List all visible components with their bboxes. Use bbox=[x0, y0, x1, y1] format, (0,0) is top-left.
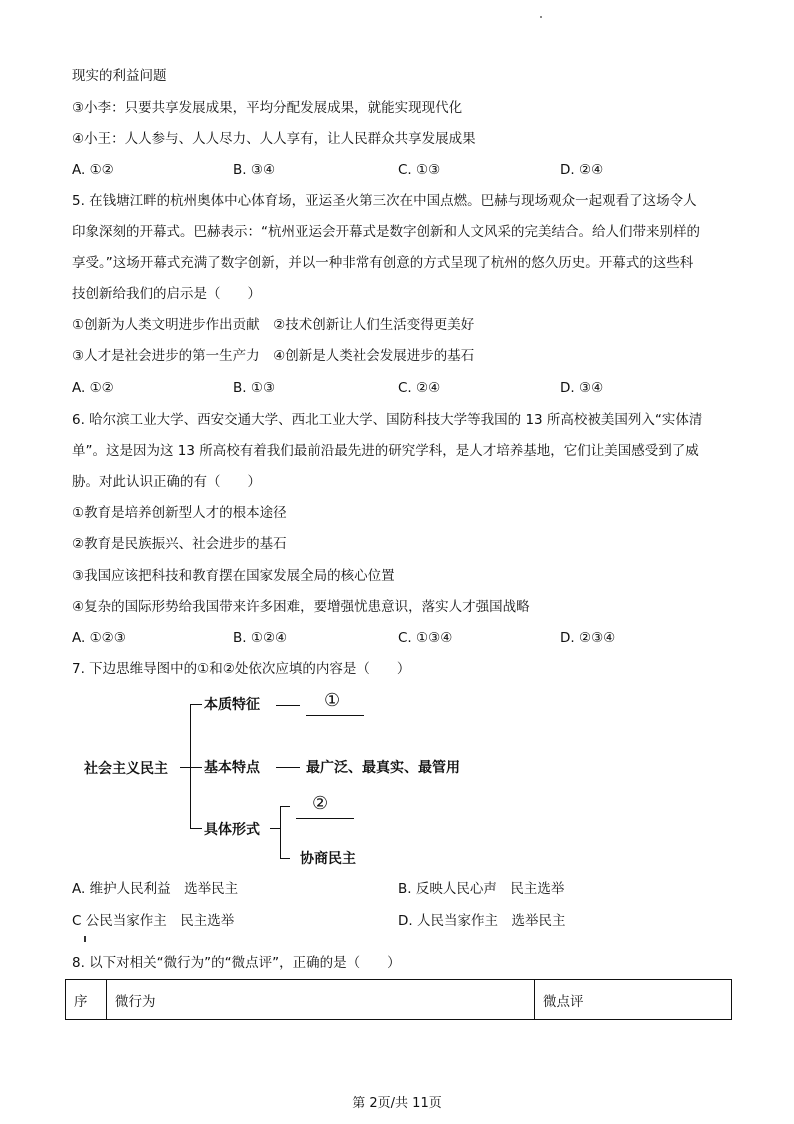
q6-statement-3: ③我国应该把科技和教育摆在国家发展全局的核心位置 bbox=[72, 568, 395, 584]
q6-option-b[interactable]: B. ①②④ bbox=[233, 630, 288, 646]
q6-statement-1: ①教育是培养创新型人才的根本途径 bbox=[72, 505, 287, 521]
mindmap-blank2-line[interactable] bbox=[296, 818, 354, 819]
q6-option-d[interactable]: D. ②③④ bbox=[560, 630, 616, 646]
mindmap-branch1-dash bbox=[276, 705, 300, 706]
table-header-row bbox=[66, 980, 732, 1020]
q5-statements-1: ①创新为人类文明进步作出贡献 ②技术创新让人们生活变得更美好 bbox=[72, 317, 475, 333]
q6-statement-2: ②教育是民族振兴、社会进步的基石 bbox=[72, 536, 287, 552]
q5-option-c[interactable]: C. ②④ bbox=[398, 380, 441, 396]
q5-option-a[interactable]: A. ①② bbox=[72, 380, 114, 396]
mindmap-branch1: 本质特征 bbox=[204, 697, 260, 713]
table-header-index: 序 bbox=[66, 980, 107, 1020]
mindmap-blank2-label: ② bbox=[312, 793, 329, 814]
mindmap-branch2: 基本特点 bbox=[204, 760, 260, 776]
mindmap-root: 社会主义民主 bbox=[84, 761, 168, 777]
q4-option-c[interactable]: C. ①③ bbox=[398, 162, 441, 178]
q5-stem-2: 印象深刻的开幕式。巴赫表示：“杭州亚运会开幕式是数字创新和人文风采的完美结合。给人们带来别样的 bbox=[72, 224, 700, 240]
mindmap-branch3: 具体形式 bbox=[204, 822, 260, 838]
mindmap-branch2-dash bbox=[276, 767, 300, 768]
q5-option-b[interactable]: B. ①③ bbox=[233, 380, 276, 396]
q6-option-c[interactable]: C. ①③④ bbox=[398, 630, 453, 646]
q4-statement-4: ④小王：人人参与、人人尽力、人人享有，让人民群众共享发展成果 bbox=[72, 131, 476, 147]
q5-stem-1: 5. 在钱塘江畔的杭州奥体中心体育场，亚运圣火第三次在中国点燃。巴赫与现场观众一起观看了这场令人 bbox=[72, 193, 697, 209]
q7-stem: 7. 下边思维导图中的①和②处依次应填的内容是（ ） bbox=[72, 661, 411, 677]
mindmap-root-connector bbox=[180, 767, 190, 768]
q5-statements-2: ③人才是社会进步的第一生产力 ④创新是人类社会发展进步的基石 bbox=[72, 348, 475, 364]
q4-option-d[interactable]: D. ②④ bbox=[560, 162, 604, 178]
mindmap-branch1-connector bbox=[190, 704, 202, 705]
table-header-behavior: 微行为 bbox=[107, 980, 535, 1020]
q7-option-a[interactable]: A. 维护人民利益 选举民主 bbox=[72, 881, 239, 897]
mindmap-fork-top bbox=[280, 806, 290, 807]
q7-option-b[interactable]: B. 反映人民心声 民主选举 bbox=[398, 881, 565, 897]
q6-statement-4: ④复杂的国际形势给我国带来许多困难，要增强忧患意识，落实人才强国战略 bbox=[72, 599, 530, 615]
q8-stem: 8. 以下对相关“微行为”的“微点评”，正确的是（ ） bbox=[72, 955, 401, 971]
q5-option-d[interactable]: D. ③④ bbox=[560, 380, 604, 396]
mindmap-branch3-connector2 bbox=[270, 828, 280, 829]
q4-option-a[interactable]: A. ①② bbox=[72, 162, 114, 178]
q4-text-cont: 现实的利益问题 bbox=[72, 68, 167, 84]
q4-option-b[interactable]: B. ③④ bbox=[233, 162, 276, 178]
q6-stem-2: 单”。这是因为这 13 所高校有着我们最前沿最先进的研究学科，是人才培养基地，它们让美国感受到了威 bbox=[72, 443, 699, 459]
q8-table bbox=[65, 979, 732, 1020]
scan-dot bbox=[540, 16, 542, 18]
mindmap-branch2-value: 最广泛、最真实、最管用 bbox=[306, 760, 460, 776]
page-footer: 第 2页/共 11页 bbox=[352, 1096, 442, 1111]
mindmap-fork-bottom bbox=[280, 858, 290, 859]
q5-stem-4: 技创新给我们的启示是（ ） bbox=[72, 286, 261, 302]
q7-option-c[interactable]: C 公民当家作主 民主选举 bbox=[72, 913, 235, 929]
mindmap-blank1-label: ① bbox=[324, 690, 341, 711]
q6-option-a[interactable]: A. ①②③ bbox=[72, 630, 126, 646]
mindmap-branch3-connector bbox=[190, 828, 202, 829]
q6-stem-1: 6. 哈尔滨工业大学、西安交通大学、西北工业大学、国防科技大学等我国的 13 所高校被美国列入“实体清 bbox=[72, 412, 703, 428]
q5-stem-3: 享受。”这场开幕式充满了数字创新，并以一种非常有创意的方式呈现了杭州的悠久历史。开幕式的这些科 bbox=[72, 255, 694, 271]
mindmap-trunk bbox=[190, 704, 191, 828]
mindmap-branch3-fork bbox=[280, 806, 281, 858]
q6-stem-3: 胁。对此认识正确的有（ ） bbox=[72, 474, 261, 490]
table-header-comment: 微点评 bbox=[535, 980, 732, 1020]
mindmap-branch2-connector bbox=[190, 767, 202, 768]
mindmap-blank1-line[interactable] bbox=[306, 715, 364, 716]
q4-statement-3: ③小李：只要共享发展成果，平均分配发展成果，就能实现现代化 bbox=[72, 100, 463, 116]
q7-option-d[interactable]: D. 人民当家作主 选举民主 bbox=[398, 913, 566, 929]
scan-mark bbox=[84, 936, 86, 942]
mindmap-branch3-value: 协商民主 bbox=[300, 851, 356, 867]
